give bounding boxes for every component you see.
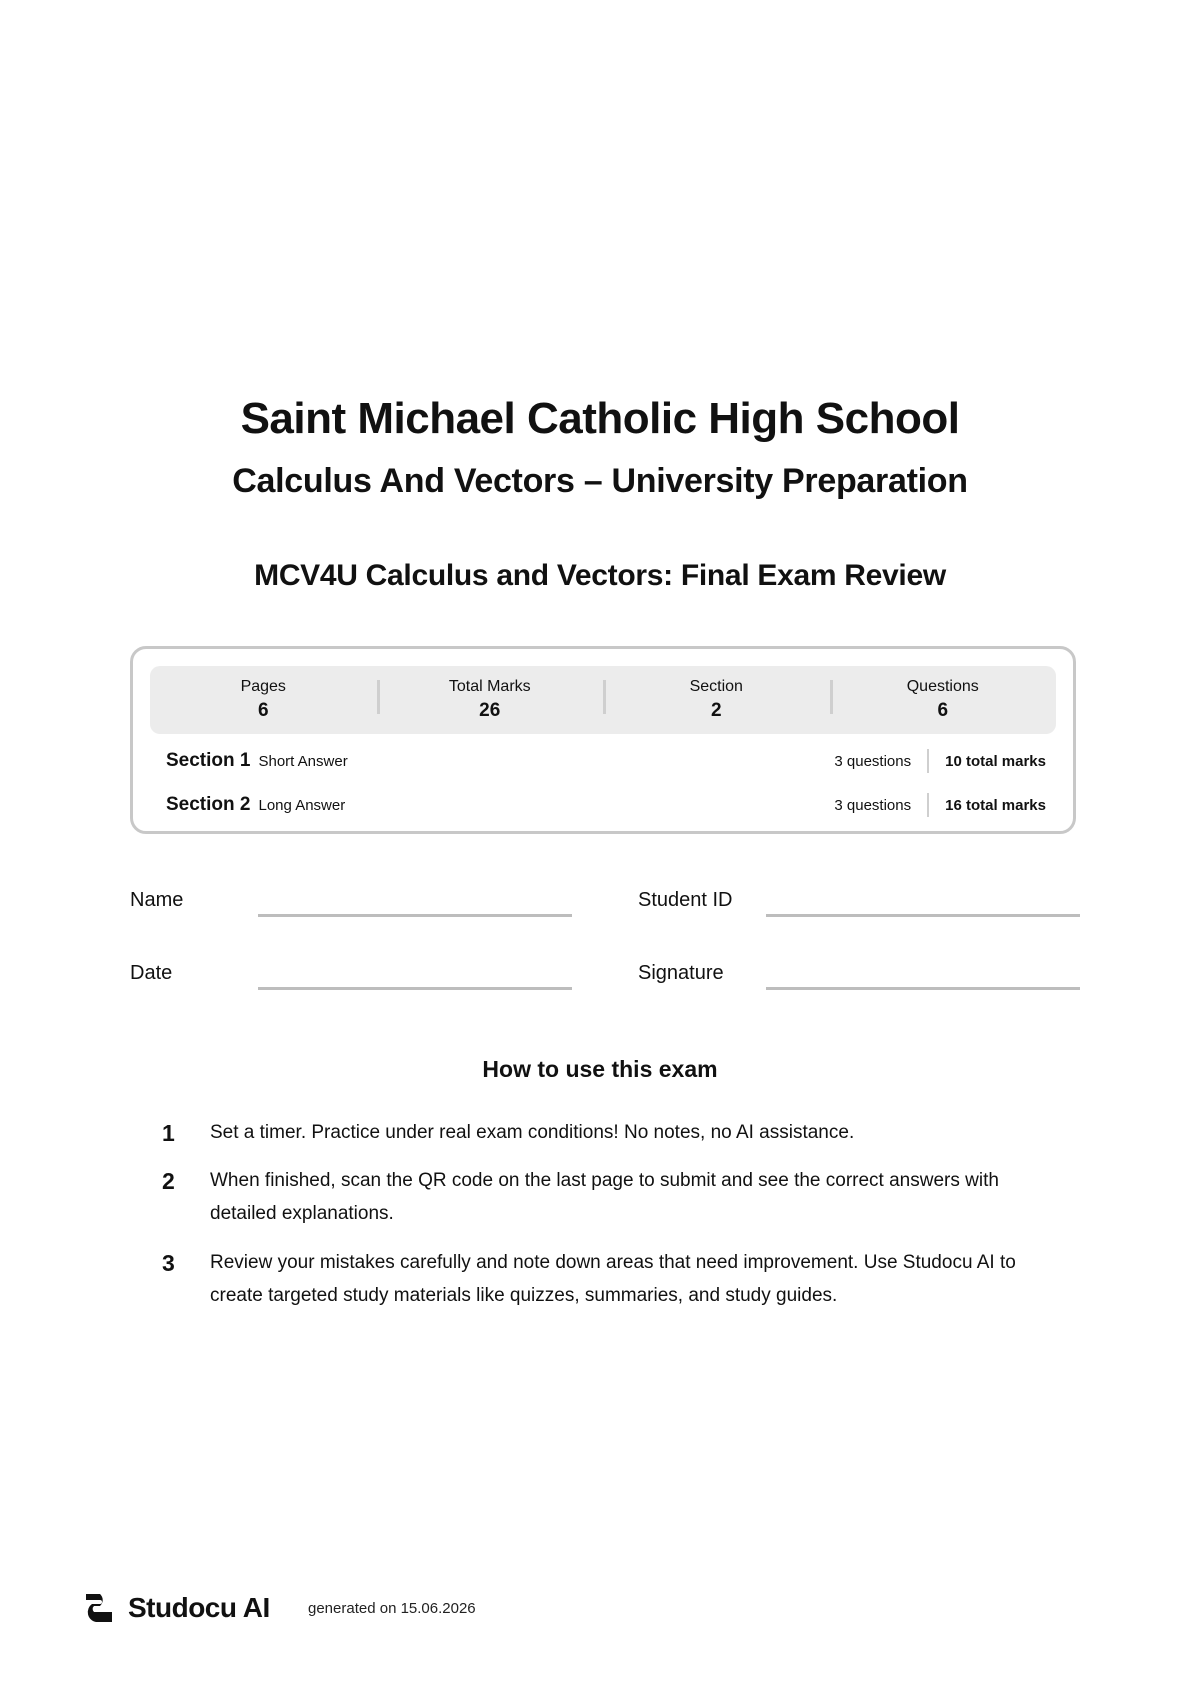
exam-title: MCV4U Calculus and Vectors: Final Exam Review: [254, 559, 946, 592]
exam-stats-bar: [150, 666, 1056, 734]
stat-label: Section: [689, 678, 743, 695]
studocu-logo-icon: [78, 1590, 116, 1626]
generated-date: generated on 15.06.2026: [308, 1600, 476, 1617]
stat-label: Pages: [240, 678, 286, 695]
student-id-label: Student ID: [638, 889, 733, 911]
name-field[interactable]: [258, 914, 572, 917]
name-label: Name: [130, 889, 184, 911]
section-question-count: 3 questions: [834, 752, 912, 770]
section-total-marks: 16 total marks: [945, 796, 1046, 814]
stat-value: 6: [257, 700, 269, 721]
section-row-2: [166, 791, 1046, 819]
student-id-field[interactable]: [766, 914, 1080, 917]
step-number: 3: [162, 1250, 175, 1276]
step-text: When finished, scan the QR code on the last page to submit and see the correct answers with detailed explanations.: [210, 1170, 999, 1224]
section-name: Section 2: [166, 794, 251, 815]
stat-pages: [150, 676, 377, 724]
step-text: Set a timer. Practice under real exam conditions! No notes, no AI assistance.: [210, 1122, 855, 1143]
brand-name: Studocu AI: [128, 1592, 270, 1623]
instructions-title: How to use this exam: [482, 1056, 718, 1082]
section-total-marks: 10 total marks: [945, 752, 1046, 770]
date-label: Date: [130, 962, 173, 984]
step-number: 1: [162, 1120, 175, 1146]
stat-section: [603, 676, 830, 724]
course-title: Calculus And Vectors – University Preparation: [232, 462, 968, 500]
stat-value: 26: [479, 700, 501, 721]
stat-value: 2: [710, 700, 722, 721]
stat-value: 6: [937, 700, 949, 721]
step-number: 2: [162, 1168, 175, 1194]
step-text: Review your mistakes carefully and note down areas that need improvement. Use Studocu AI to create targeted study materials like quizzes, summaries, and study guides.: [210, 1252, 1016, 1306]
section-question-count: 3 questions: [834, 796, 912, 814]
section-type: Long Answer: [258, 796, 346, 814]
signature-label: Signature: [638, 962, 724, 984]
date-field[interactable]: [258, 987, 572, 990]
signature-field[interactable]: [766, 987, 1080, 990]
stat-questions: [830, 676, 1057, 724]
section-name: Section 1: [166, 750, 251, 771]
exam-summary-card: [130, 646, 1076, 834]
school-name: Saint Michael Catholic High School: [240, 394, 960, 443]
section-type: Short Answer: [258, 752, 348, 770]
stat-label: Total Marks: [448, 678, 531, 695]
stat-total-marks: [377, 676, 604, 724]
section-row-1: [166, 747, 1046, 775]
stat-label: Questions: [906, 678, 979, 695]
